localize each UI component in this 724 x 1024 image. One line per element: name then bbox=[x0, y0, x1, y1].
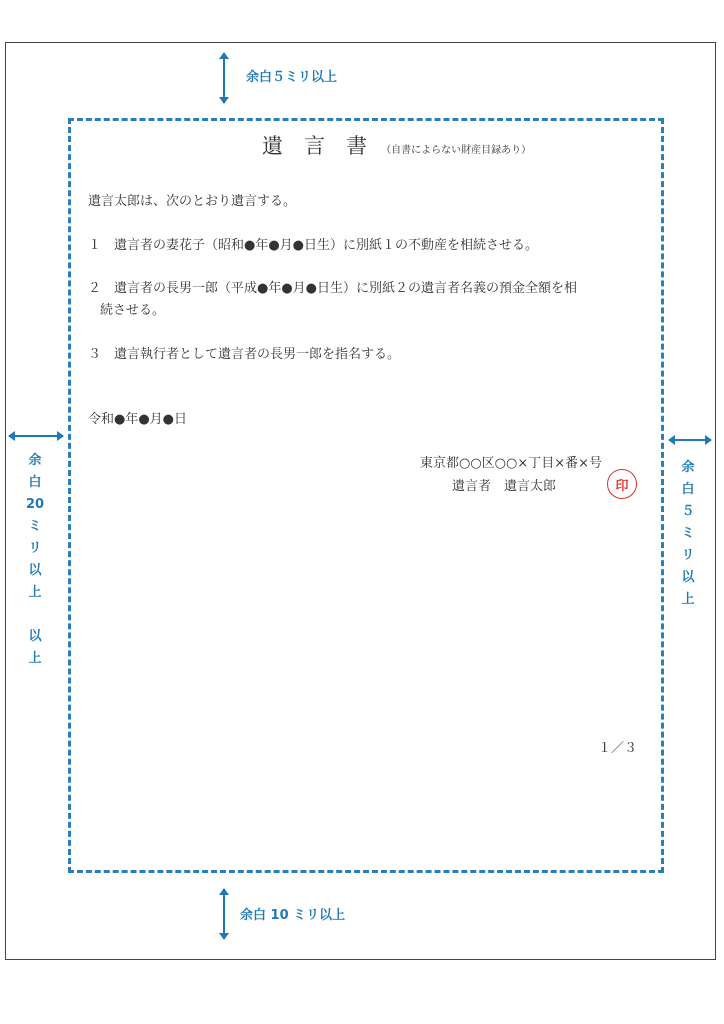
document-title-note: （自書によらない財産目録あり） bbox=[381, 145, 532, 156]
intro-line: 遺言太郎は、次のとおり遺言する。 bbox=[88, 194, 297, 209]
testator-address: 東京都○○区○○×丁目×番×号 bbox=[420, 456, 603, 471]
top-margin-arrow-icon bbox=[218, 52, 230, 104]
clause-3: ３ 遺言執行者として遺言者の長男一郎を指名する。 bbox=[88, 347, 401, 362]
left-margin-label: 余 白 20 ミ リ 以 上 以 上 bbox=[25, 453, 45, 666]
document-date: 令和●年●月●日 bbox=[88, 412, 188, 427]
page-number: １／３ bbox=[598, 741, 638, 756]
writing-area-border bbox=[68, 118, 664, 873]
clause-2-continued: 続させる。 bbox=[100, 303, 166, 318]
document-title: 遺 言 書 bbox=[262, 134, 367, 158]
bottom-margin-label: 余白 10 ミリ以上 bbox=[240, 908, 346, 923]
left-margin-arrow-icon bbox=[8, 430, 64, 442]
right-margin-arrow-icon bbox=[668, 434, 712, 446]
right-margin-label: 余 白 ５ ミ リ 以 上 bbox=[681, 460, 695, 607]
seal-stamp: 印 bbox=[607, 469, 637, 499]
top-margin-label: 余白５ミリ以上 bbox=[246, 70, 338, 85]
bottom-margin-arrow-icon bbox=[218, 888, 230, 940]
clause-1: １ 遺言者の妻花子（昭和●年●月●日生）に別紙１の不動産を相続させる。 bbox=[88, 238, 539, 253]
testator-signature: 遺言者 遺言太郎 bbox=[452, 479, 557, 494]
document-title-row bbox=[262, 130, 531, 160]
clause-2: ２ 遺言者の長男一郎（平成●年●月●日生）に別紙２の遺言者名義の預金全額を相 bbox=[88, 281, 578, 296]
